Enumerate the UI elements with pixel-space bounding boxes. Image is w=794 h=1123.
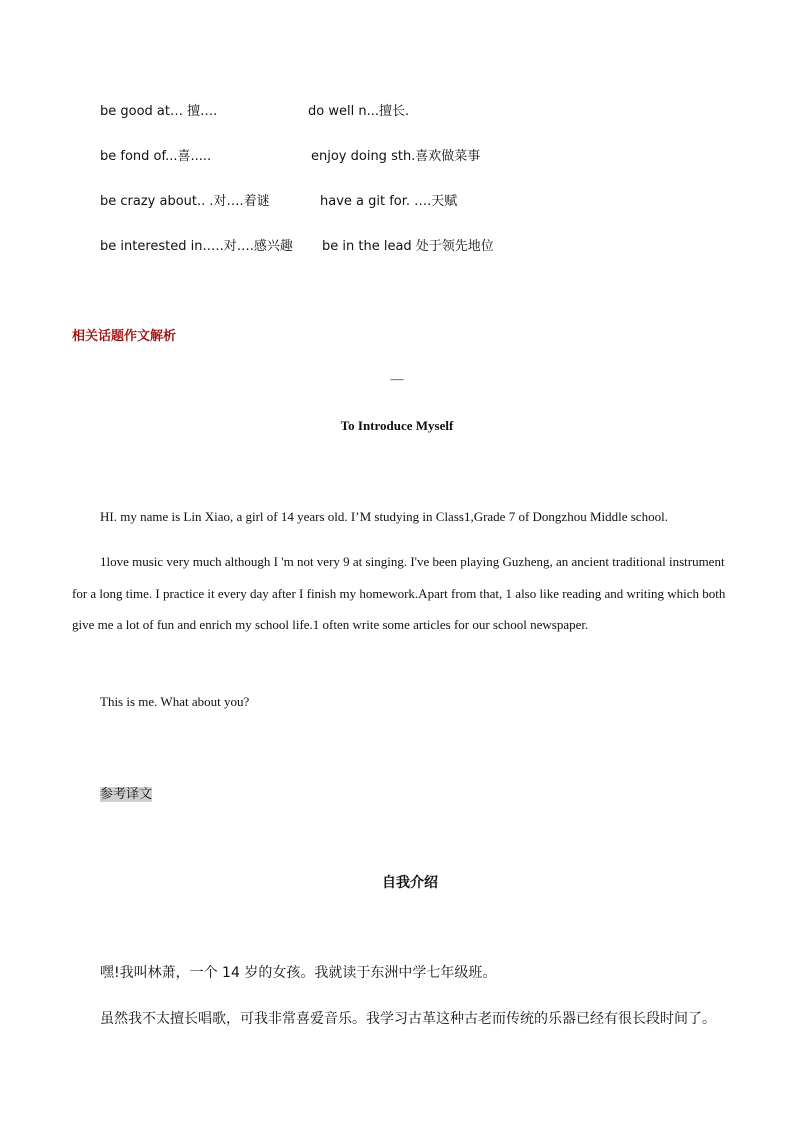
phrase-right-3: have a git for. ….天赋 — [320, 194, 458, 209]
section-heading: 相关话题作文解析 — [72, 329, 177, 344]
translation-line-2: 虽然我不太擅长唱歌，可我非常喜爱音乐。我学习古革这种古老而传统的乐器已经有很长段时间了。 — [100, 1011, 716, 1027]
phrase-left-4: be interested in.….对….感兴趣 — [100, 239, 293, 254]
phrase-right-4: be in the lead 处于领先地位 — [322, 239, 494, 254]
translation-title: 自我介绍 — [382, 875, 438, 891]
phrase-left-3: be crazy about.. .对….着谜 — [100, 194, 270, 209]
translation-label-wrap — [100, 786, 152, 803]
section-number: — — [390, 371, 404, 386]
essay-paragraph-3: This is me. What about you? — [100, 694, 250, 709]
essay-paragraph-2: 1love music very much although I 'm not very 9 at singing. I've been playing Guzheng, an ancient traditional instrument for a long time. I practice it every day after I finish my homework.Apart from that, 1 also like reading and writing which both give me a lot of fun and enrich my school life.1 often write some articles for our school newspaper. — [72, 554, 726, 632]
translation-line-1: 嘿!我叫林萧，一个 14 岁的女孩。我就读于东洲中学七年级班。 — [100, 965, 497, 981]
phrase-right-2: enjoy doing sth.喜欢做菜事 — [311, 149, 481, 164]
phrase-left-1: be good at… 擅…. — [100, 104, 218, 119]
translation-label: 参考译文 — [100, 787, 153, 802]
phrase-right-1: do well n...擅长. — [308, 104, 410, 119]
essay-paragraph-1: HI. my name is Lin Xiao, a girl of 14 years old. I’M studying in Class1,Grade 7 of Dongzhou Middle school. — [100, 509, 668, 524]
phrase-left-2: be fond of...喜..... — [100, 149, 212, 164]
essay-title: To Introduce Myself — [340, 418, 454, 433]
